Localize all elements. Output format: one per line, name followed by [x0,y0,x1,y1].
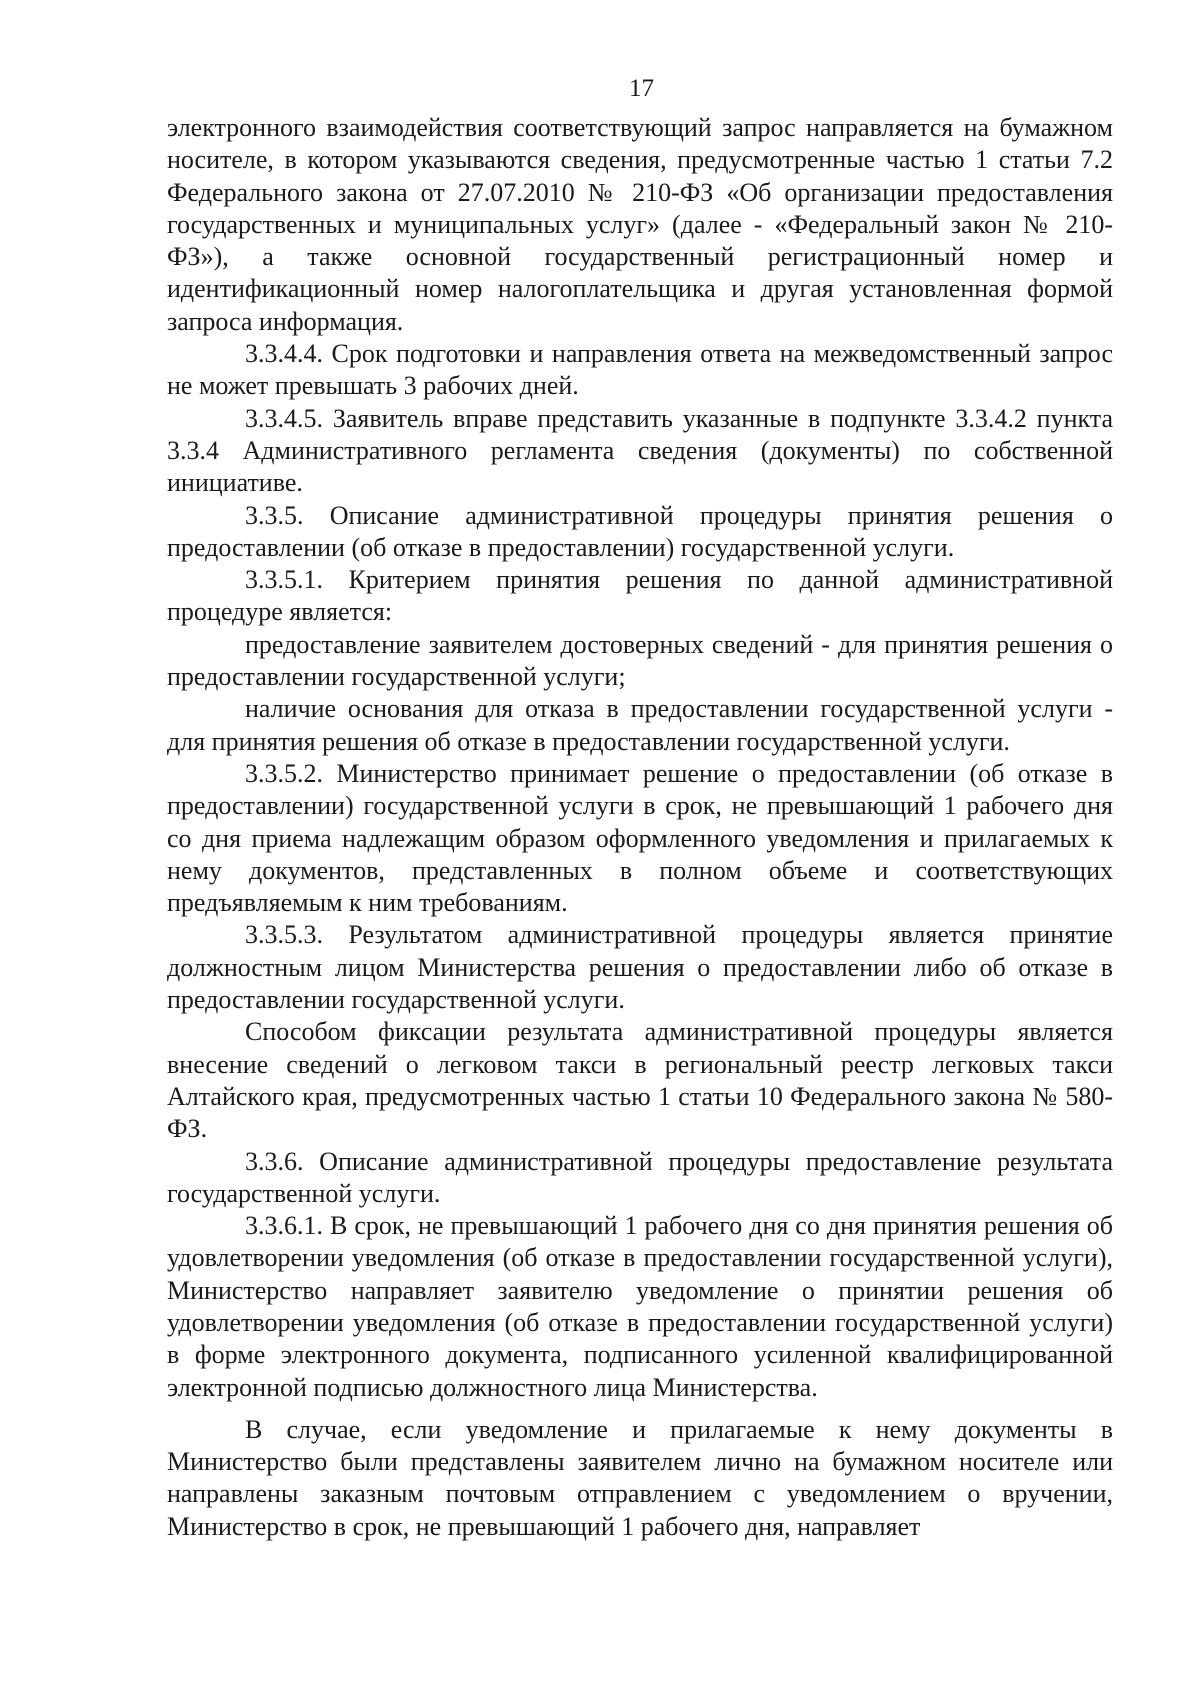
paragraph-3-3-5-1: 3.3.5.1. Критерием принятия решения по данной административной процедуре является: [167,565,1113,627]
paragraph-fixation-method: Способом фиксации результата административной процедуры является внесение сведений о легковом такси в региональный реестр легковых такси Алтайского края, предусмотренных частью 1 статьи 10 Федерального закона № 580-ФЗ. [167,1017,1113,1144]
paragraph-continuation: электронного взаимодействия соответствующий запрос направляется на бумажном носителе, в котором указываются сведения, предусмотренные частью 1 статьи 7.2 Федерального закона от 27.07.2010 № 210-ФЗ «Об организации предоставления государственных и муниципальных услуг» (далее - «Федеральный закон № 210-ФЗ»), а также основной государственный регистрационный номер и идентификационный номер налогоплательщика и другая установленная формой запроса информация. [167,113,1113,336]
page-number: 17 [629,75,654,102]
document-body [167,112,1113,1543]
paragraph-criterion-provision: предоставление заявителем достоверных сведений - для принятия решения о предоставлении государственной услуги; [167,629,1113,692]
paragraph-3-3-5-2: 3.3.5.2. Министерство принимает решение о предоставлении (об отказе в предоставлении) государственной услуги в срок, не превышающий 1 рабочего дня со дня приема надлежащим образом оформленного уведомления и прилагаемых к нему документов, представленных в полном объеме и соответствующих предъявляемым к ним требованиям. [167,758,1113,918]
paragraph-3-3-5: 3.3.5. Описание административной процедуры принятия решения о предоставлении (об отказе в предоставлении) государственной услуги. [167,500,1113,562]
paragraph-3-3-4-5: 3.3.4.5. Заявитель вправе представить указанные в подпункте 3.3.4.2 пункта 3.3.4 Административного регламента сведения (документы) по собственной инициативе. [167,403,1113,498]
paragraph-3-3-4-4: 3.3.4.4. Срок подготовки и направления ответа на межведомственный запрос не может превышать 3 рабочих дней. [167,339,1113,401]
paragraph-3-3-6: 3.3.6. Описание административной процедуры предоставление результата государственной услуги. [167,1146,1113,1208]
paragraph-paper-submission: В случае, если уведомление и прилагаемые к нему документы в Министерство были представлены заявителем лично на бумажном носителе или направлены заказным почтовым отправлением с уведомлением о вручении, Министерство в срок, не превышающий 1 рабочего дня, направляет [167,1414,1113,1541]
paragraph-criterion-refusal: наличие основания для отказа в предоставлении государственной услуги - для принятия решения об отказе в предоставлении государственной услуги. [167,694,1113,756]
paragraph-3-3-5-3: 3.3.5.3. Результатом административной процедуры является принятие должностным лицом Министерства решения о предоставлении либо об отказе в предоставлении государственной услуги. [167,920,1113,1015]
paragraph-3-3-6-1: 3.3.6.1. В срок, не превышающий 1 рабочего дня со дня принятия решения об удовлетворении уведомления (об отказе в предоставлении государственной услуги), Министерство направляет заявителю уведомление о принятии решения об удовлетворении уведомления (об отказе в предоставлении государственной услуги) в форме электронного документа, подписанного усиленной квалифицированной электронной подписью должностного лица Министерства. [167,1211,1113,1402]
